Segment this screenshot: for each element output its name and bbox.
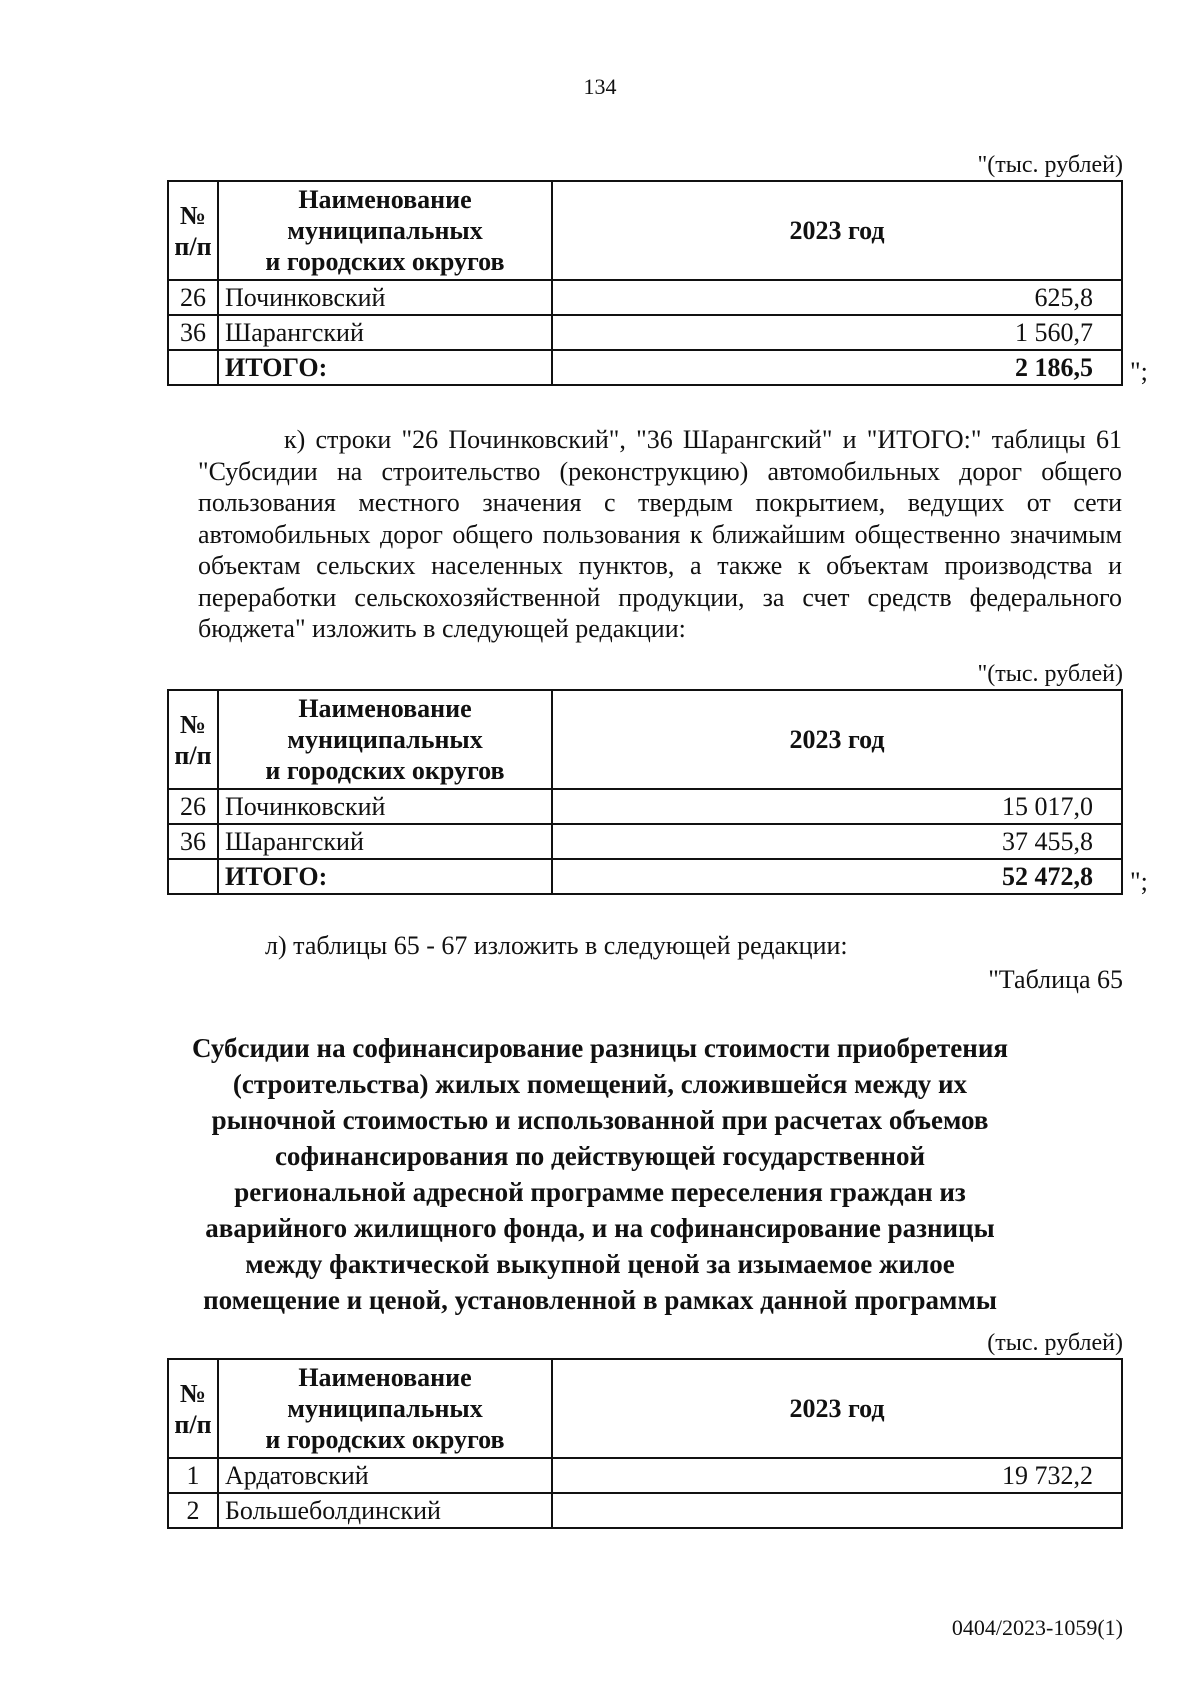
row-num: 26 (168, 280, 218, 315)
header-year: 2023 год (552, 181, 1122, 280)
header-num: № п/п (168, 1359, 218, 1458)
row-value: 19 732,2 (552, 1458, 1122, 1493)
document-code: 0404/2023-1059(1) (951, 1615, 1123, 1640)
row-num: 36 (168, 824, 218, 859)
row-value: 37 455,8 (552, 824, 1122, 859)
table-row (168, 1458, 1122, 1493)
row-name: Ардатовский (218, 1458, 552, 1493)
header-name: Наименование муниципальных и городских округов (218, 1359, 552, 1458)
row-value: 1 560,7 (552, 315, 1122, 350)
header-name: Наименование муниципальных и городских округов (218, 181, 552, 280)
row-name: Шарангский (218, 315, 552, 350)
row-name: Шарангский (218, 824, 552, 859)
total-value: 2 186,5 (552, 350, 1122, 385)
header-name: Наименование муниципальных и городских округов (218, 690, 552, 789)
row-num-empty (168, 859, 218, 894)
table1-header-row (168, 181, 1122, 280)
row-value: 625,8 (552, 280, 1122, 315)
table2-unit: "(тыс. рублей) (977, 661, 1123, 687)
table-65-label: "Таблица 65 (988, 965, 1123, 994)
total-row (168, 859, 1122, 894)
row-value (552, 1493, 1122, 1528)
total-value: 52 472,8 (552, 859, 1122, 894)
paragraph-l: л) таблицы 65 - 67 изложить в следующей редакции: (265, 931, 848, 960)
table3 (167, 1358, 1123, 1529)
row-name: Починковский (218, 280, 552, 315)
row-name: Большеболдинский (218, 1493, 552, 1528)
table2 (167, 689, 1123, 895)
table-row (168, 280, 1122, 315)
table-65-title: Субсидии на софинансирование разницы стоимости приобретения (строительства) жилых помещений, сложившейся между их рыночной стоимостью и использованной при расчетах объемов софинансирования по действующей государственной региональной адресной программе переселения граждан из аварийного жилищного фонда, и на софинансирование разницы между фактической выкупной ценой за изымаемое жилое помещение и ценой, установленной в рамках данной программы (192, 1033, 1008, 1315)
table-row (168, 1493, 1122, 1528)
table3-header-row (168, 1359, 1122, 1458)
table1-closing-quote: "; (1130, 357, 1148, 386)
table2-closing-quote: "; (1130, 867, 1148, 896)
row-value: 15 017,0 (552, 789, 1122, 824)
row-num: 2 (168, 1493, 218, 1528)
row-num: 1 (168, 1458, 218, 1493)
table2-header-row (168, 690, 1122, 789)
header-num: № п/п (168, 181, 218, 280)
total-label: ИТОГО: (218, 859, 552, 894)
table3-unit: (тыс. рублей) (987, 1330, 1123, 1356)
page-number: 134 (583, 74, 617, 99)
total-label: ИТОГО: (218, 350, 552, 385)
row-name: Починковский (218, 789, 552, 824)
total-row (168, 350, 1122, 385)
paragraph-k: к) строки "26 Починковский", "36 Шарангский" и "ИТОГО:" таблицы 61 "Субсидии на строительство (реконструкцию) автомобильных дорог общего пользования местного значения с твердым покрытием, ведущих от сети автомобильных дорог общего пользования к ближайшим общественно значимым объектам сельских населенных пунктов, а также к объектам производства и переработки сельскохозяйственной продукции, за счет средств федерального бюджета" изложить в следующей редакции: (198, 425, 1122, 643)
table-row (168, 824, 1122, 859)
row-num: 36 (168, 315, 218, 350)
header-year: 2023 год (552, 690, 1122, 789)
table-row (168, 789, 1122, 824)
table-row (168, 315, 1122, 350)
table1 (167, 180, 1123, 386)
row-num-empty (168, 350, 218, 385)
header-year: 2023 год (552, 1359, 1122, 1458)
table1-unit: "(тыс. рублей) (977, 152, 1123, 178)
row-num: 26 (168, 789, 218, 824)
header-num: № п/п (168, 690, 218, 789)
